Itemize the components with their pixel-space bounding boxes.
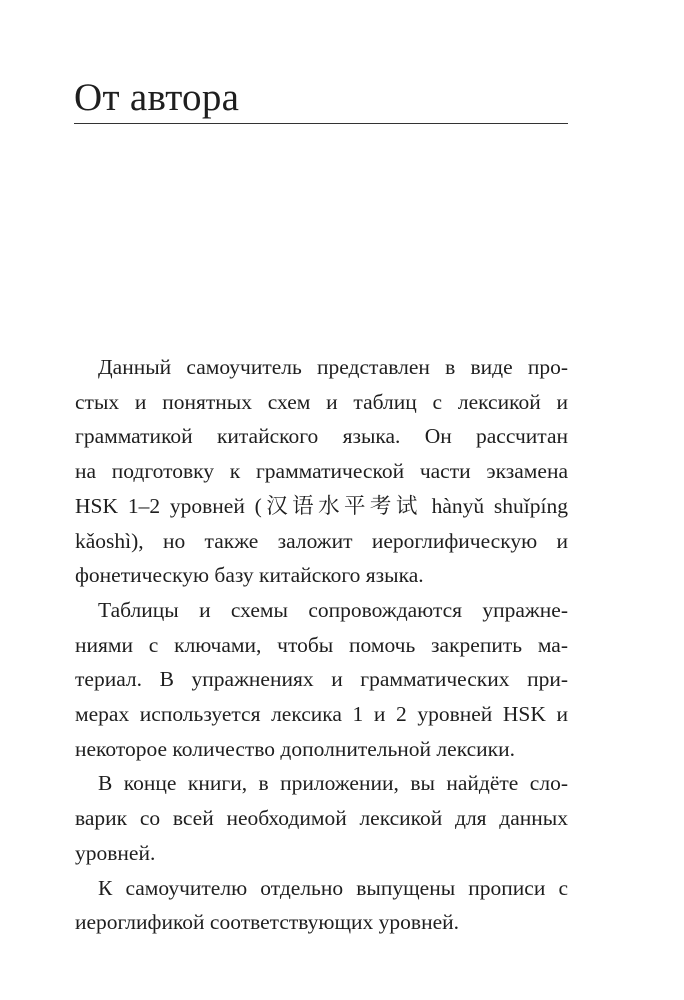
text-line: уровней.: [75, 840, 156, 865]
text-line: фонетическую базу китайского языка.: [75, 563, 424, 588]
text-line: ниями с ключами, чтобы помочь закрепить ма-: [75, 632, 568, 657]
text-line: иероглификой соответствующих уровней.: [75, 910, 459, 935]
paragraph: [75, 871, 568, 940]
paragraph: [75, 593, 568, 767]
text-line: мерах используется лексика 1 и 2 уровней HSK и: [75, 702, 568, 727]
text-line: Данный самоучитель представлен в виде про-: [98, 355, 568, 379]
text-line: грамматикой китайского языка. Он рассчитан: [75, 424, 568, 449]
text-line: Таблицы и схемы сопровождаются упражне-: [98, 597, 568, 622]
text-line: kǎoshì), но также заложит иероглифическую и: [75, 528, 568, 553]
title-underline: [74, 123, 568, 124]
text-line: на подготовку к грамматической части экзамена: [75, 459, 568, 484]
text-line: HSK 1–2 уровней (汉语水平考试 hànyǔ shuǐpíng: [75, 493, 568, 518]
text-line: К самоучителю отдельно выпущены прописи с: [98, 875, 568, 900]
text-line: некоторое количество дополнительной лексики.: [75, 736, 515, 761]
page-title: От автора: [74, 76, 240, 119]
text-line: териал. В упражнениях и грамматических при-: [75, 667, 568, 692]
text-line: стых и понятных схем и таблиц с лексикой и: [75, 389, 568, 414]
text-line: В конце книги, в приложении, вы найдёте сло-: [98, 771, 568, 796]
paragraph: [75, 350, 568, 593]
paragraph: [75, 766, 568, 870]
text-line: варик со всей необходимой лексикой для данных: [75, 806, 568, 831]
body-text: [75, 350, 568, 940]
